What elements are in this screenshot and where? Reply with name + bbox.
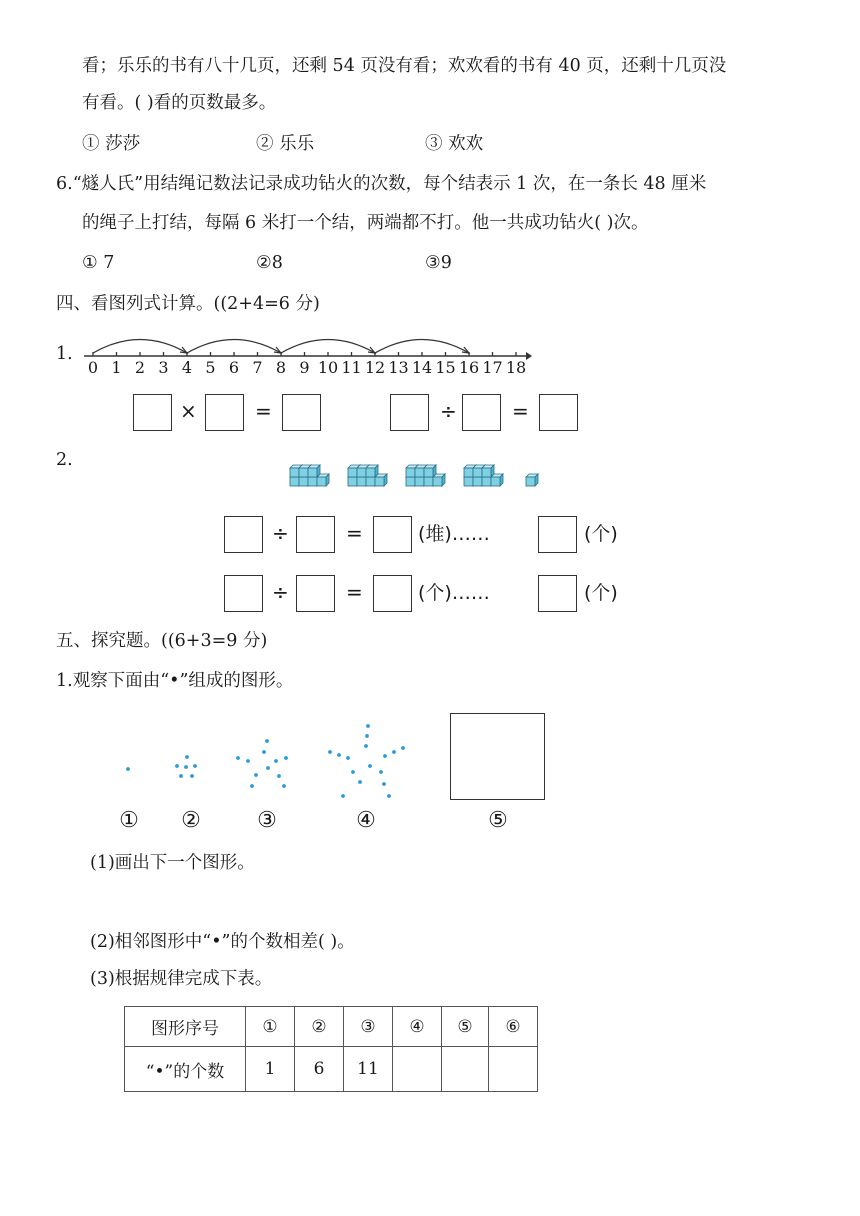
dot bbox=[246, 759, 250, 763]
figure-label: ⑤ bbox=[488, 808, 508, 833]
dot bbox=[190, 774, 194, 778]
q6-option-1: ① 7 bbox=[82, 253, 115, 273]
table-cell: 1 bbox=[246, 1047, 295, 1092]
number-line-arrowhead bbox=[526, 352, 532, 360]
cube-front-face bbox=[299, 468, 308, 477]
figure-label: ③ bbox=[257, 808, 277, 833]
table-cell: ② bbox=[295, 1007, 344, 1047]
dot bbox=[368, 764, 372, 768]
answer-box-per-pile-2[interactable] bbox=[373, 575, 412, 612]
number-line-label: 16 bbox=[458, 358, 480, 377]
answer-box-piles[interactable] bbox=[373, 516, 412, 553]
number-line-label: 2 bbox=[134, 358, 146, 377]
number-line-label: 6 bbox=[228, 358, 240, 377]
cube-front-face bbox=[357, 477, 366, 486]
equals-sign: = bbox=[512, 399, 529, 423]
number-line-label: 5 bbox=[205, 358, 216, 377]
cube bbox=[491, 474, 503, 486]
number-line-label: 11 bbox=[341, 358, 362, 377]
q5-option-2: ② 乐乐 bbox=[256, 134, 315, 154]
number-line-label: 7 bbox=[252, 358, 263, 377]
jump-arc bbox=[281, 340, 375, 354]
cube-front-face bbox=[424, 477, 433, 486]
dot bbox=[392, 750, 396, 754]
cube-front-face bbox=[473, 468, 482, 477]
cube-front-face bbox=[464, 468, 473, 477]
number-line-label: 10 bbox=[317, 358, 339, 377]
divide-sign: ÷ bbox=[440, 399, 457, 423]
unit-count: (个) bbox=[584, 523, 618, 545]
cube-front-face bbox=[308, 468, 317, 477]
number-line-label: 14 bbox=[411, 358, 433, 377]
cube-front-face bbox=[299, 477, 308, 486]
dot bbox=[185, 755, 189, 759]
table-cell: ⑤ bbox=[442, 1007, 489, 1047]
number-line-label: 8 bbox=[275, 358, 287, 377]
dot bbox=[193, 764, 197, 768]
number-line-label: 0 bbox=[87, 358, 99, 377]
cube bbox=[433, 474, 445, 486]
number-line-label: 12 bbox=[364, 358, 386, 377]
dot bbox=[365, 734, 369, 738]
number-line-label: 1 bbox=[111, 358, 122, 377]
table-cell: “•”的个数 bbox=[125, 1047, 246, 1092]
q6-option-3: ③9 bbox=[425, 253, 452, 273]
number-line bbox=[80, 322, 540, 378]
answer-box-product[interactable] bbox=[282, 394, 321, 431]
cube-front-face bbox=[406, 468, 415, 477]
dot bbox=[282, 784, 286, 788]
cube-front-face bbox=[473, 477, 482, 486]
table-cell: 11 bbox=[344, 1047, 393, 1092]
table-cell: 6 bbox=[295, 1047, 344, 1092]
cube-front-face bbox=[415, 477, 424, 486]
answer-box-multiplier[interactable] bbox=[205, 394, 244, 431]
number-line-label: 18 bbox=[505, 358, 527, 377]
jump-arc bbox=[375, 340, 469, 354]
number-line-label: 15 bbox=[435, 358, 456, 377]
q5-option-1: ① 莎莎 bbox=[82, 134, 141, 154]
unit-piles-remainder: (堆)…… bbox=[418, 523, 490, 545]
dot bbox=[266, 766, 270, 770]
dot bbox=[236, 756, 240, 760]
dot bbox=[401, 746, 405, 750]
cube-front-face bbox=[366, 477, 375, 486]
figure-label: ② bbox=[181, 808, 201, 833]
number-line-label: 17 bbox=[482, 358, 503, 377]
q6-line2: 的绳子上打结，每隔 6 米打一个结，两端都不打。他一共成功钻火( )次。 bbox=[82, 213, 649, 233]
problem2-number: 2. bbox=[56, 450, 73, 470]
cube bbox=[375, 474, 387, 486]
cube-front-face bbox=[464, 477, 473, 486]
cube-front-face bbox=[406, 477, 415, 486]
cube-front-face bbox=[482, 477, 491, 486]
q5-line1: 看；乐乐的书有八十几页，还剩 54 页没有看；欢欢看的书有 40 页，还剩十几页没 bbox=[82, 56, 727, 76]
cube-front-face bbox=[433, 477, 442, 486]
cube-front-face bbox=[290, 468, 299, 477]
dot bbox=[346, 756, 350, 760]
divide-sign: ÷ bbox=[272, 580, 289, 604]
table-cell: ③ bbox=[344, 1007, 393, 1047]
cube bbox=[366, 465, 378, 477]
dot bbox=[383, 754, 387, 758]
number-line-label: 4 bbox=[181, 358, 193, 377]
divide-sign: ÷ bbox=[272, 521, 289, 545]
answer-box-quotient[interactable] bbox=[539, 394, 578, 431]
cube-front-face bbox=[357, 468, 366, 477]
dot bbox=[379, 770, 383, 774]
answer-cell[interactable] bbox=[489, 1047, 538, 1092]
dot bbox=[387, 794, 391, 798]
q5-option-3: ③ 欢欢 bbox=[425, 134, 484, 154]
dot bbox=[358, 780, 362, 784]
answer-box-remainder-2[interactable] bbox=[538, 575, 577, 612]
dot bbox=[351, 770, 355, 774]
table-cell: ④ bbox=[393, 1007, 442, 1047]
cube-front-face bbox=[375, 477, 384, 486]
equals-sign: = bbox=[255, 399, 272, 423]
dot bbox=[337, 753, 341, 757]
dot bbox=[364, 744, 368, 748]
problem1-intro: 1.观察下面由“•”组成的图形。 bbox=[56, 671, 294, 691]
times-sign: × bbox=[180, 399, 197, 423]
answer-box-total-cubes-2[interactable] bbox=[224, 575, 263, 612]
problem1-number: 1. bbox=[56, 344, 73, 364]
cube bbox=[317, 474, 329, 486]
q5-line2: 有看。( )看的页数最多。 bbox=[82, 93, 277, 113]
answer-box-divisor[interactable] bbox=[462, 394, 501, 431]
cube-front-face bbox=[348, 477, 357, 486]
cube-front-face bbox=[482, 468, 491, 477]
equals-sign: = bbox=[346, 580, 363, 604]
figure-label: ④ bbox=[356, 808, 376, 833]
dot bbox=[265, 739, 269, 743]
section5-title: 五、探究题。((6+3=9 分) bbox=[56, 631, 268, 651]
cube bbox=[526, 474, 538, 486]
dot bbox=[179, 774, 183, 778]
cube-front-face bbox=[366, 468, 375, 477]
equals-sign: = bbox=[346, 521, 363, 545]
cube bbox=[308, 465, 320, 477]
answer-box-dividend[interactable] bbox=[390, 394, 429, 431]
dot bbox=[328, 750, 332, 754]
dot bbox=[175, 764, 179, 768]
answer-box-remainder[interactable] bbox=[538, 516, 577, 553]
number-line-label: 13 bbox=[388, 358, 409, 377]
sub-question-2: (2)相邻图形中“•”的个数相差( )。 bbox=[90, 932, 355, 952]
number-line-label: 9 bbox=[299, 358, 310, 377]
answer-box-total-cubes[interactable] bbox=[224, 516, 263, 553]
jump-arc bbox=[93, 340, 187, 354]
answer-cell[interactable] bbox=[393, 1047, 442, 1092]
sub-question-3: (3)根据规律完成下表。 bbox=[90, 969, 273, 989]
cube-piles-illustration bbox=[286, 450, 550, 492]
q6-line1: 6.“燧人氏”用结绳记数法记录成功钻火的次数，每个结表示 1 次，在一条长 48 厘米 bbox=[56, 174, 707, 194]
sub-question-1: (1)画出下一个图形。 bbox=[90, 853, 255, 873]
dot bbox=[277, 774, 281, 778]
dot bbox=[250, 784, 254, 788]
dot bbox=[184, 765, 188, 769]
dot bbox=[274, 759, 278, 763]
cube-front-face bbox=[424, 468, 433, 477]
drawing-box-figure-5[interactable] bbox=[450, 713, 545, 800]
answer-box-piles-2[interactable] bbox=[296, 575, 335, 612]
unit-count-remainder: (个)…… bbox=[418, 582, 490, 604]
dot bbox=[341, 794, 345, 798]
cube-front-face bbox=[348, 468, 357, 477]
cube-front-face bbox=[290, 477, 299, 486]
cube-front-face bbox=[526, 477, 535, 486]
answer-cell[interactable] bbox=[442, 1047, 489, 1092]
pattern-table bbox=[124, 1006, 538, 1092]
cube-front-face bbox=[317, 477, 326, 486]
answer-box-per-pile[interactable] bbox=[296, 516, 335, 553]
dot bbox=[382, 782, 386, 786]
cube-front-face bbox=[491, 477, 500, 486]
cube-front-face bbox=[308, 477, 317, 486]
cube bbox=[482, 465, 494, 477]
q6-option-2: ②8 bbox=[256, 253, 283, 273]
table-cell: ⑥ bbox=[489, 1007, 538, 1047]
cube bbox=[424, 465, 436, 477]
section4-title: 四、看图列式计算。((2+4=6 分) bbox=[56, 294, 320, 314]
unit-count: (个) bbox=[584, 582, 618, 604]
number-line-label: 3 bbox=[158, 358, 169, 377]
dot bbox=[126, 767, 130, 771]
answer-box-multiplicand[interactable] bbox=[133, 394, 172, 431]
dot bbox=[366, 724, 370, 728]
jump-arc bbox=[187, 340, 281, 354]
table-cell: ① bbox=[246, 1007, 295, 1047]
cube-front-face bbox=[415, 468, 424, 477]
figure-label: ① bbox=[119, 808, 139, 833]
dot bbox=[284, 756, 288, 760]
dot bbox=[254, 773, 258, 777]
table-header-row bbox=[125, 1007, 538, 1047]
table-row bbox=[125, 1047, 538, 1092]
dot bbox=[262, 750, 266, 754]
table-cell: 图形序号 bbox=[125, 1007, 246, 1047]
